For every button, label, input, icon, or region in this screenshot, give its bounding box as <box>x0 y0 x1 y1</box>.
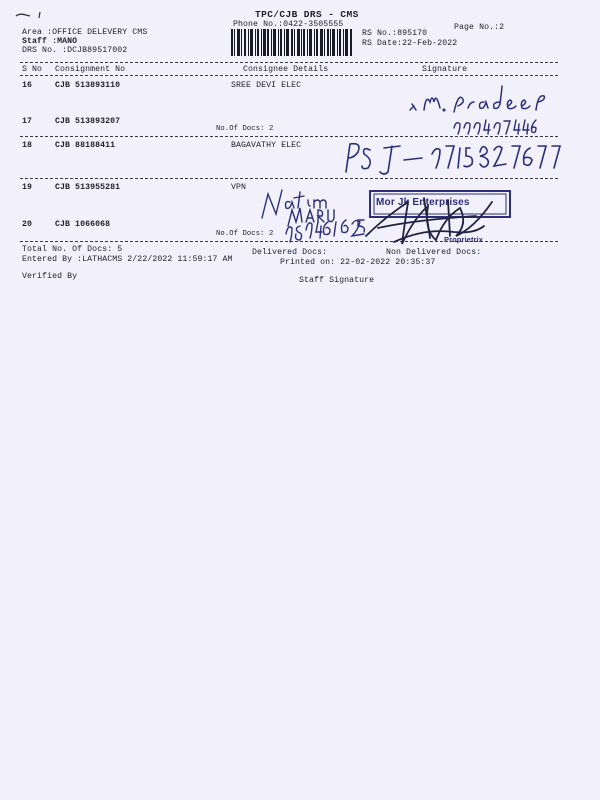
table-row-docs: No.Of Docs: 2 <box>216 230 274 238</box>
area-label: Area :OFFICE DELEVERY CMS <box>22 28 148 37</box>
stamp-role: Proprietrix <box>444 235 484 244</box>
printed-on: Printed on: 22-02-2022 20:35:37 <box>280 258 436 267</box>
header-rule-top <box>20 62 558 63</box>
col-consignment: Consignment No <box>55 65 126 74</box>
table-row-consignee: SREE DEVI ELEC <box>231 81 302 90</box>
page-number: Page No.:2 <box>454 23 505 32</box>
stamp-company-name: Mor Jk Enterprises <box>376 197 470 208</box>
table-row-sno: 20 <box>22 220 33 229</box>
drs-number: DRS No. :DCJB89517002 <box>22 46 128 55</box>
table-row-sno: 16 <box>22 81 33 90</box>
entered-by: Entered By :LATHACMS 2/22/2022 11:59:17 AM <box>22 255 233 264</box>
table-row-consignment: CJB 513893207 <box>55 117 121 126</box>
table-row-consignment: CJB 88188411 <box>55 141 116 150</box>
table-row-sno: 19 <box>22 183 33 192</box>
stamp-signature <box>364 188 514 250</box>
barcode <box>231 29 353 56</box>
handwritten-phone-row19 <box>282 214 366 244</box>
verified-by: Verified By <box>22 272 78 281</box>
staff-label: Staff :MANO <box>22 37 78 46</box>
rs-number: RS No.:895170 <box>362 29 428 38</box>
table-row-docs: No.Of Docs: 2 <box>216 125 274 133</box>
table-row-sno: 17 <box>22 117 33 126</box>
col-sno: S No <box>22 65 43 74</box>
staff-signature: Staff Signature <box>299 276 375 285</box>
non-delivered-docs: Non Delivered Docs: <box>386 248 482 257</box>
header-rule-bottom <box>20 75 558 76</box>
col-consignee: Consignee Details <box>243 65 329 74</box>
company-stamp <box>364 188 514 250</box>
rs-date: RS Date:22-Feb-2022 <box>362 39 458 48</box>
delivered-docs: Delivered Docs: <box>252 248 328 257</box>
table-row-consignee: BAGAVATHY ELEC <box>231 141 302 150</box>
table-row-consignment: CJB 513893110 <box>55 81 121 90</box>
table-row-consignment: CJB 513955281 <box>55 183 121 192</box>
phone-number: Phone No.:0422-3505555 <box>233 20 344 29</box>
col-signature: Signature <box>422 65 468 74</box>
corner-marks <box>14 10 44 20</box>
handwritten-note-row18 <box>340 138 572 178</box>
handwritten-name-pradeep <box>404 80 552 118</box>
table-row-sno: 18 <box>22 141 33 150</box>
total-docs: Total No. Of Docs: 5 <box>22 245 123 254</box>
table-row-consignee: VPN <box>231 183 247 192</box>
document-title: TPC/CJB DRS - CMS <box>255 9 359 20</box>
table-row-consignment: CJB 1066068 <box>55 220 111 229</box>
